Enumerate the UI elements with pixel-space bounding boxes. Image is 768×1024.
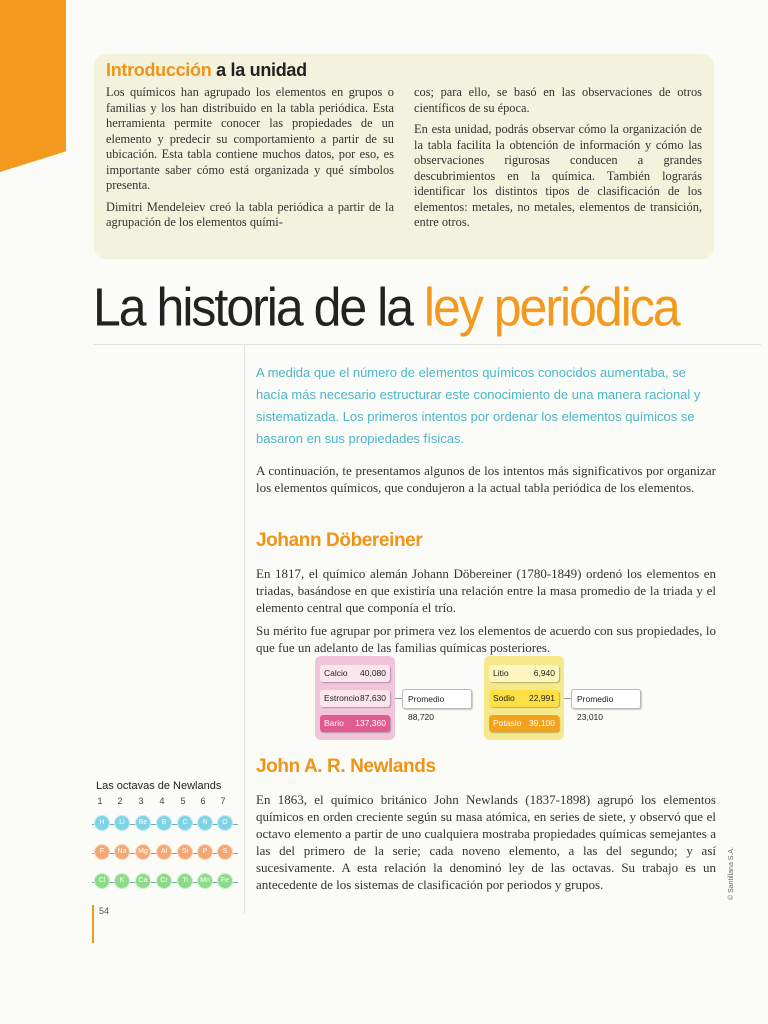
page-number: 54 (99, 906, 110, 916)
intro-left-column (106, 85, 394, 237)
body-paragraph: A continuación, te presentamos algunos de los intentos más significativos por organizar los elementos químicos, que condujeron a la actual tabla periódica de los elementos. (256, 463, 716, 495)
triad-cell (489, 690, 559, 707)
triad-connector (564, 698, 571, 699)
octave-element: Ca (135, 873, 151, 889)
triad-average: Promedio 88,720 (402, 689, 472, 709)
intro-body (256, 462, 716, 502)
octave-element: Si (177, 844, 193, 860)
octave-element: Al (156, 844, 172, 860)
triad-cell (320, 715, 390, 732)
octave-element: Ti (177, 873, 193, 889)
triad-connector (395, 698, 402, 699)
octave-element: Na (114, 844, 130, 860)
octave-column-number: 7 (220, 796, 226, 806)
newlands-body (256, 791, 716, 899)
octave-element: S (217, 844, 233, 860)
dobereiner-heading: Johann Döbereiner (256, 530, 423, 551)
octave-column-number: 3 (138, 796, 144, 806)
element-mass: 40,080 (360, 668, 386, 678)
octave-element: Mn (197, 873, 213, 889)
octave-element: P (197, 844, 213, 860)
octave-element: Be (135, 815, 151, 831)
octave-element: Mg (135, 844, 151, 860)
element-name: Potasio (493, 718, 522, 728)
copyright-note: © Santillana S.A. (728, 846, 735, 900)
octave-element: F (94, 844, 110, 860)
triad-cell (489, 715, 559, 732)
body-paragraph: En 1817, el químico alemán Johann Döbereiner (1780-1849) ordenó los elementos en triadas, basándose en que existiría una relación entre la masa promedio de la triada y el elemento central que componía el trío. (256, 566, 716, 615)
page-title (93, 276, 679, 339)
dobereiner-body (256, 565, 716, 662)
element-mass: 137,360 (355, 718, 386, 728)
intro-paragraph: En esta unidad, podrás observar cómo la organización de la tabla facilita la obtención de información y cómo las observaciones rigurosas conducen a grandes descubrimientos en la química. También lograrás identificar los distintos tipos de clasificación de los elementos: metales, no metales, elementos de transición, entre otros. (414, 122, 702, 229)
page-title-accent: ley periódica (423, 277, 679, 338)
octave-element: N (197, 815, 213, 831)
octave-column-number: 2 (117, 796, 123, 806)
octave-element: Li (114, 815, 130, 831)
intro-paragraph: cos; para ello, se basó en las observaciones de otros científicos de su época. (414, 85, 702, 115)
intro-paragraph: Dimitri Mendeleiev creó la tabla periódica a partir de la agrupación de los elementos quími- (106, 199, 394, 229)
divider-left (244, 344, 245, 914)
octave-element: B (156, 815, 172, 831)
element-name: Calcio (324, 668, 348, 678)
octave-row (92, 815, 238, 833)
orange-corner-tab (0, 0, 66, 172)
octave-element: Cr (156, 873, 172, 889)
body-paragraph: En 1863, el químico británico John Newlands (1837-1898) agrupó los elementos químicos en orden creciente según su masa atómica, en series de siete, y observó que el octavo elemento a partir de uno cualquiera mostraba propiedades químicas semejantes a las del primero de la serie; cada noveno elemento, a las del segundo; y así sucesivamente. A esta relación la denominó ley de las octavas. Su trabajo es un antecedente de los sistemas de clasificación por periodos y grupos. (256, 792, 716, 892)
octave-element: C (177, 815, 193, 831)
element-mass: 6,940 (533, 668, 555, 678)
element-name: Sodio (493, 693, 515, 703)
octave-column-number: 1 (97, 796, 103, 806)
octave-column-number: 4 (159, 796, 165, 806)
triad-cell (320, 690, 390, 707)
element-name: Bario (324, 718, 344, 728)
octave-element: K (114, 873, 130, 889)
octave-element: Fe (217, 873, 233, 889)
octaves-figure-title: Las octavas de Newlands (96, 780, 222, 792)
octave-element: O (217, 815, 233, 831)
octave-element: H (94, 815, 110, 831)
intro-right-column (414, 85, 702, 237)
lead-paragraph: A medida que el número de elementos químicos conocidos aumentaba, se hacía más necesario estructurar este conocimiento de una manera racional y sistematizada. Los primeros intentos por ordenar los elementos químicos se basaron en sus propiedades físicas. (256, 365, 701, 446)
triad-average: Promedio 23,010 (571, 689, 641, 709)
element-name: Litio (493, 668, 509, 678)
intro-title (106, 60, 307, 81)
triad-cell (320, 665, 390, 682)
octave-row (92, 844, 238, 862)
octave-column-number: 6 (200, 796, 206, 806)
intro-paragraph: Los químicos han agrupado los elementos en grupos o familias y los han distribuido en la tabla periódica. Esta herramienta permite conocer las propiedades de un elemento y predecir su comportamiento a partir de su ubicación. Esta tabla contiene muchos datos, por eso, es importante saber cómo está organizada y qué símbolos presenta. (106, 85, 394, 192)
octave-row (92, 873, 238, 891)
newlands-heading: John A. R. Newlands (256, 756, 436, 777)
octave-element: Cl (94, 873, 110, 889)
element-mass: 87,630 (360, 693, 386, 703)
element-mass: 22,991 (529, 693, 555, 703)
triad-cell (489, 665, 559, 682)
body-paragraph: Su mérito fue agrupar por primera vez los elementos de acuerdo con sus propiedades, lo que fue un adelanto de las familias químicas posteriores. (256, 623, 716, 655)
intro-title-rest: a la unidad (216, 60, 307, 80)
octave-column-number: 5 (180, 796, 186, 806)
page-number-bar (92, 905, 94, 943)
element-mass: 39,100 (529, 718, 555, 728)
divider-top (93, 344, 761, 345)
element-name: Estroncio (324, 693, 360, 703)
page-title-dark: La historia de la (93, 277, 413, 338)
intro-title-accent: Introducción (106, 60, 212, 80)
